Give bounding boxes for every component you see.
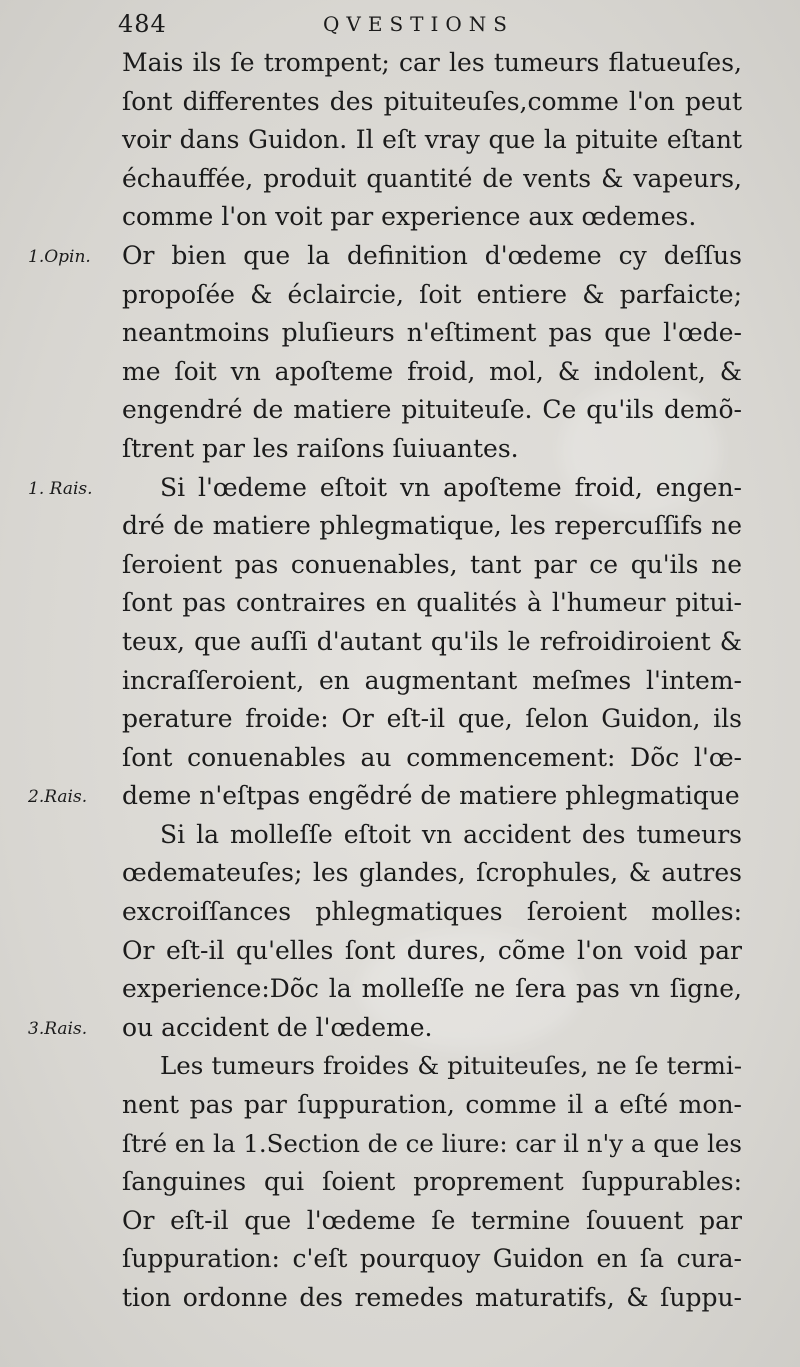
text-line: me ſoit vn apoſteme froid, mol, & indolent, & (122, 356, 742, 386)
text-line: ſont conuenables au commencement: Dõc l'œ- (122, 742, 742, 772)
text-line: Si l'œdeme eſtoit vn apoſteme froid, engen- (160, 472, 742, 502)
text-line: propoſée & éclaircie, ſoit entiere & parfaicte; (122, 279, 742, 309)
margin-note: 2.Rais. (28, 787, 88, 808)
text-line: ſtrent par les raiſons ſuiuantes. (122, 433, 519, 463)
text-line: deme n'eſtpas engẽdré de matiere phlegmatique (122, 781, 740, 811)
text-line: œdemateuſes; les glandes, ſcrophules, & autres (122, 858, 742, 888)
text-line: neantmoins pluſieurs n'eſtiment pas que l'œde- (122, 318, 742, 348)
text-line: dré de matiere phlegmatique, les repercuſſifs ne (122, 511, 742, 541)
text-line: Or eſt-il que l'œdeme ſe termine ſouuent par (122, 1205, 742, 1235)
text-line: comme l'on voit par experience aux œdemes. (122, 202, 697, 232)
margin-note: 1.Opin. (28, 247, 91, 267)
text-line: nent pas par ſuppuration, comme il a eſté mon- (122, 1090, 742, 1120)
text-line: engendré de matiere pituiteuſe. Ce qu'ils demõ- (122, 395, 742, 425)
text-line: Or bien que la definition d'œdeme cy deſſus (122, 240, 742, 270)
margin-note: 1. Rais. (28, 478, 93, 499)
text-line: Les tumeurs froides & pituiteuſes, ne ſe termi- (160, 1051, 742, 1081)
running-title: QVESTIONS (323, 12, 514, 36)
text-line: ou accident de l'œdeme. (122, 1012, 433, 1042)
text-line: ſuppuration: c'eſt pourquoy Guidon en ſa cura- (122, 1244, 742, 1274)
text-line: Si la molleſſe eſtoit vn accident des tumeurs (160, 819, 742, 849)
text-line: Mais ils ſe trompent; car les tumeurs flatueuſes, (122, 48, 742, 77)
text-line: tion ordonne des remedes maturatifs, & ſuppu- (122, 1283, 742, 1312)
text-line: perature froide: Or eſt-il que, ſelon Guidon, ils (122, 704, 742, 734)
text-line: excroiſſances phlegmatiques ſeroient molles: (122, 897, 742, 927)
text-line: ſont differentes des pituiteuſes,comme l'on peut (122, 86, 742, 116)
text-line: voir dans Guidon. Il eſt vray que la pituite eſtant (122, 125, 742, 155)
body-text (122, 44, 742, 1318)
text-line: incraſſeroient, en augmentant meſmes l'intem- (122, 665, 742, 695)
text-line: teux, que auſſi d'autant qu'ils le refroidiroient & (122, 626, 742, 656)
text-line: experience:Dõc la molleſſe ne ſera pas vn ſigne, (122, 974, 742, 1004)
page-header (118, 10, 588, 44)
text-line: ſont pas contraires en qualités à l'humeur pitui- (122, 588, 742, 618)
text-line: ſanguines qui ſoient proprement ſuppurables: (122, 1167, 742, 1197)
page-number: 484 (118, 10, 167, 38)
text-line: Or eſt-il qu'elles ſont dures, cõme l'on void par (122, 935, 742, 965)
text-line: ſeroient pas conuenables, tant par ce qu'ils ne (122, 549, 742, 579)
text-line: échauffée, produit quantité de vents & vapeurs, (122, 163, 742, 193)
text-line: ſtré en la 1.Section de ce liure: car il n'y a que les (122, 1128, 742, 1158)
margin-note: 3.Rais. (28, 1019, 88, 1039)
